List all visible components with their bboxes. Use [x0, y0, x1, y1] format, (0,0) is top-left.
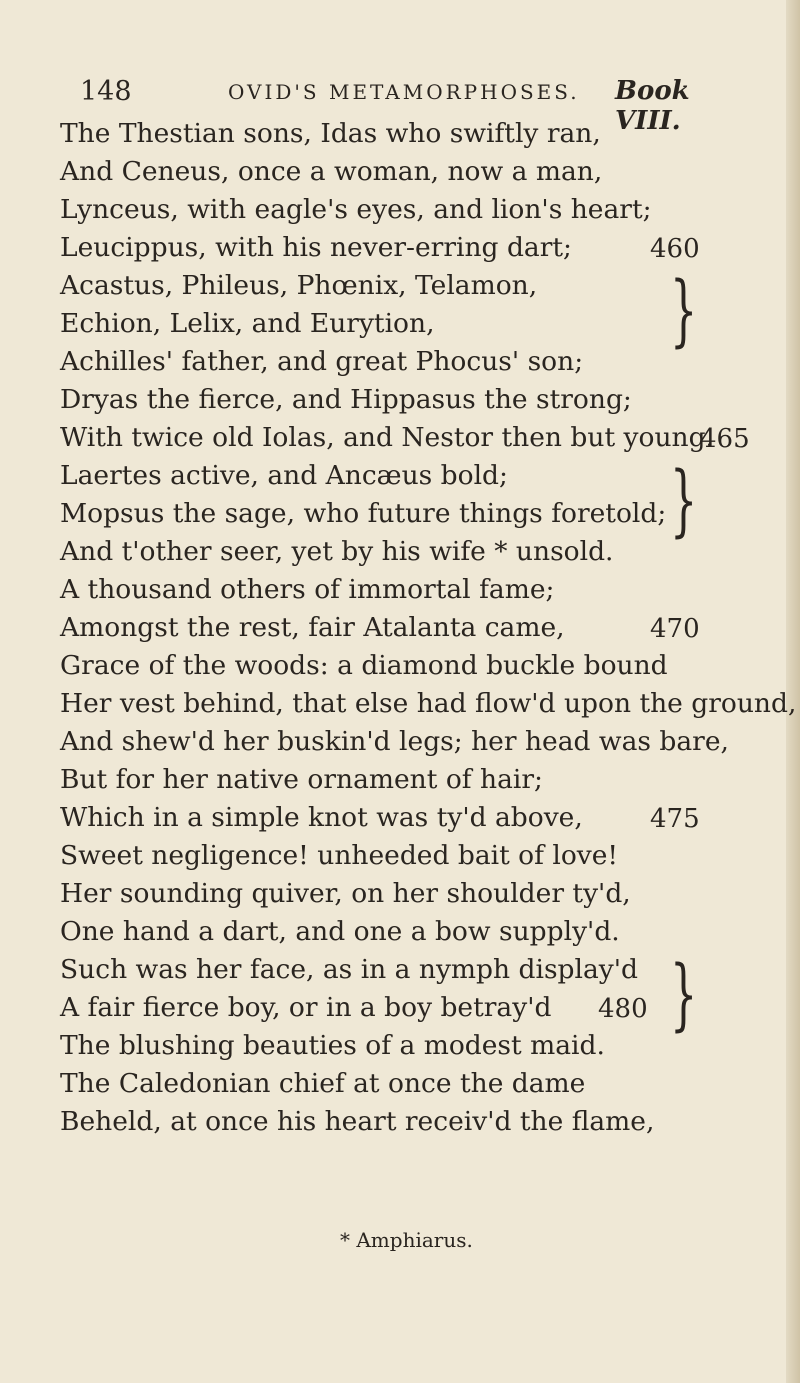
verse-line: Echion, Lelix, and Eurytion,	[60, 308, 435, 339]
verse-line: Dryas the fierce, and Hippasus the strong;	[60, 384, 632, 415]
verse-line: Amongst the rest, fair Atalanta came,	[60, 612, 565, 643]
running-title: OVID'S METAMORPHOSES.	[228, 80, 580, 104]
verse-line: With twice old Iolas, and Nestor then but young.	[60, 422, 714, 453]
footnote: * Amphiarus.	[340, 1228, 473, 1252]
page-number: 148	[80, 76, 132, 107]
verse-line: Acastus, Phileus, Phœnix, Telamon,	[60, 270, 538, 301]
verse-line: Achilles' father, and great Phocus' son;	[60, 346, 584, 377]
verse-line: Mopsus the sage, who future things foretold;	[60, 498, 667, 529]
verse-line: Laertes active, and Ancæus bold;	[60, 460, 508, 491]
triplet-brace-icon: }	[670, 266, 698, 356]
triplet-brace-icon: }	[670, 456, 698, 546]
verse-line: Lynceus, with eagle's eyes, and lion's heart;	[60, 194, 652, 225]
line-number: 465	[700, 424, 750, 454]
line-number: 475	[650, 804, 700, 834]
verse-line: And shew'd her buskin'd legs; her head was bare,	[60, 726, 729, 757]
verse-line: Which in a simple knot was ty'd above,	[60, 802, 583, 833]
triplet-brace-icon: }	[670, 950, 698, 1040]
verse-line: A thousand others of immortal fame;	[60, 574, 555, 605]
verse-line: Sweet negligence! unheeded bait of love!	[60, 840, 619, 871]
verse-line: Beheld, at once his heart receiv'd the flame,	[60, 1106, 655, 1137]
verse-line: The Thestian sons, Idas who swiftly ran,	[60, 118, 601, 149]
verse-line: Grace of the woods: a diamond buckle bound	[60, 650, 668, 681]
verse-line: And t'other seer, yet by his wife * unsold.	[60, 536, 614, 567]
line-number: 470	[650, 614, 700, 644]
verse-line: A fair fierce boy, or in a boy betray'd	[60, 992, 552, 1023]
line-number: 480	[598, 994, 648, 1024]
verse-line: The Caledonian chief at once the dame	[60, 1068, 586, 1099]
verse-line: Such was her face, as in a nymph display'd	[60, 954, 639, 985]
verse-line: Her sounding quiver, on her shoulder ty'd,	[60, 878, 631, 909]
book-reference: Book VIII.	[615, 76, 690, 136]
verse-line: One hand a dart, and one a bow supply'd.	[60, 916, 620, 947]
verse-line: And Ceneus, once a woman, now a man,	[60, 156, 603, 187]
verse-line: The blushing beauties of a modest maid.	[60, 1030, 605, 1061]
verse-line: Leucippus, with his never-erring dart;	[60, 232, 572, 263]
verse-line: But for her native ornament of hair;	[60, 764, 543, 795]
line-number: 460	[650, 234, 700, 264]
verse-line: Her vest behind, that else had flow'd upon the ground,	[60, 688, 797, 719]
